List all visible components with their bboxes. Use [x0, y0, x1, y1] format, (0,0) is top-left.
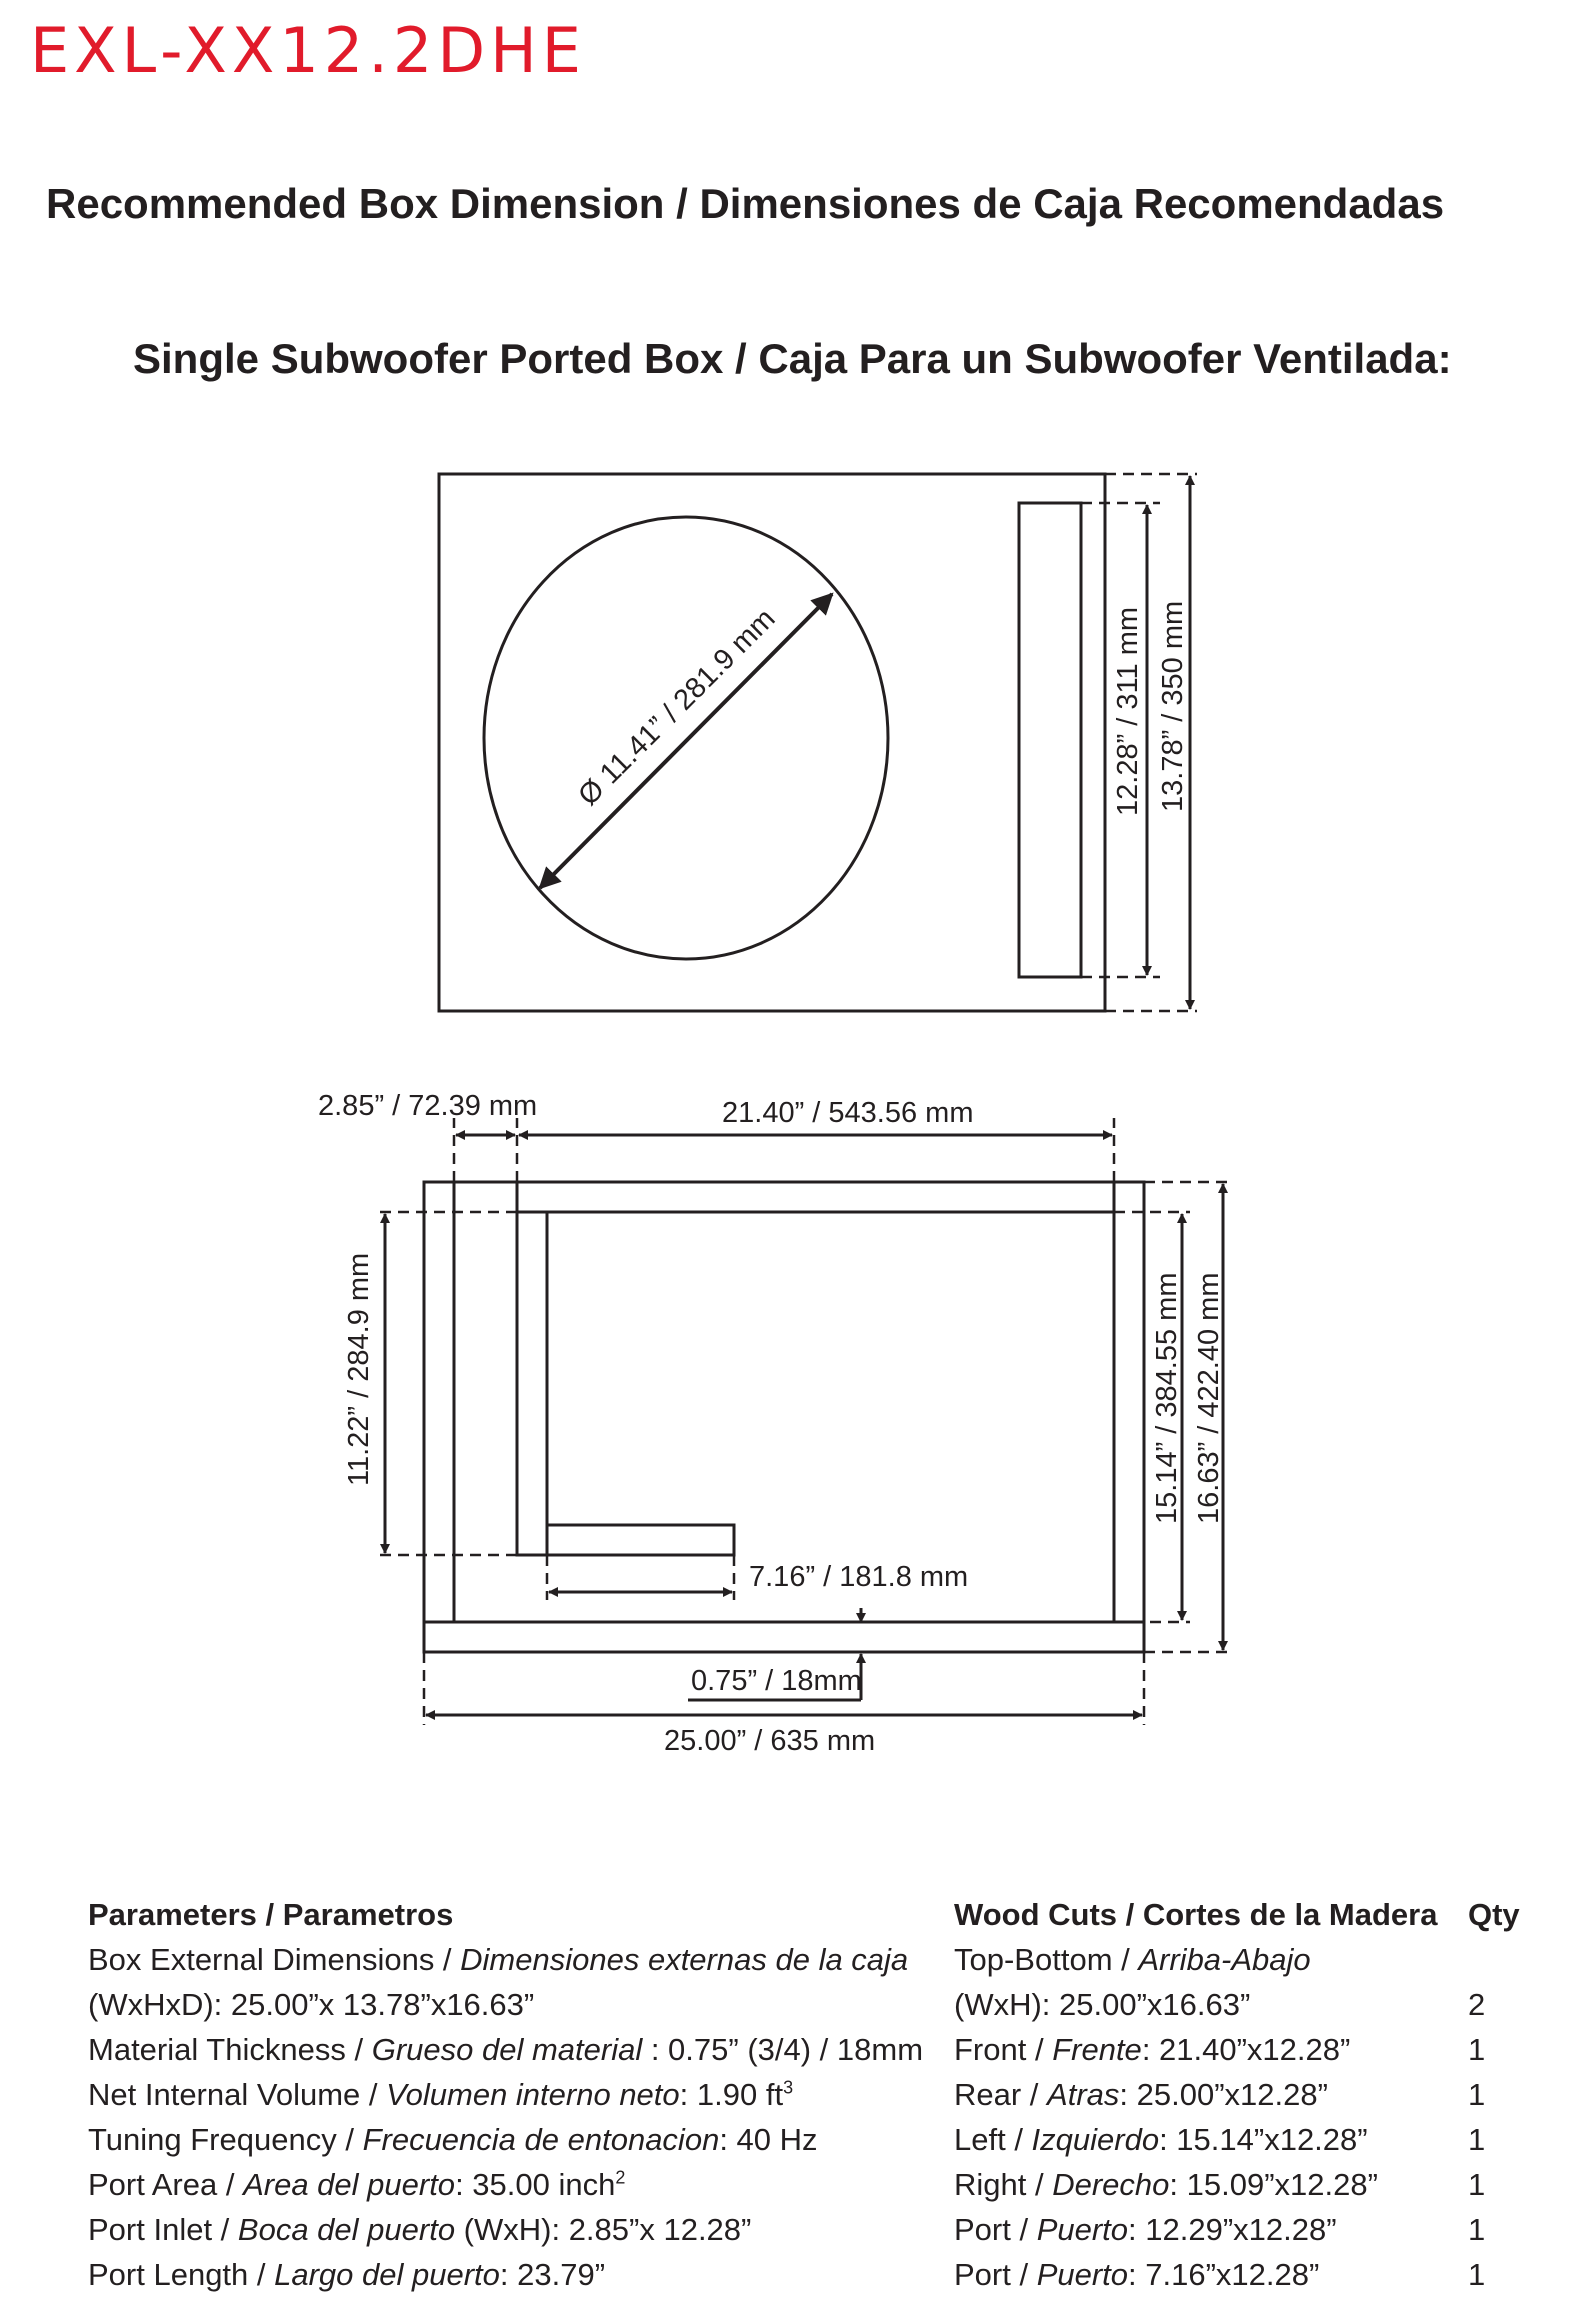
woofer-cutout	[484, 517, 888, 959]
inner-depth-label: 15.14” / 384.55 mm	[1151, 1272, 1183, 1524]
diameter-label: Ø 11.41” / 281.9 mm	[572, 602, 782, 812]
wood-cuts-heading: Wood Cuts / Cortes de la Madera	[954, 1897, 1438, 1932]
model-number: EXL-XX12.2DHE	[30, 14, 586, 87]
cut-row: Rear / Atras: 25.00”x12.28” 1	[954, 2077, 1486, 2112]
param-row: Port Inlet / Boca del puerto (WxH): 2.85”x 12.28”	[88, 2212, 752, 2247]
param-row: Material Thickness / Grueso del material : 0.75” (3/4) / 18mm	[88, 2032, 924, 2067]
port-end-label: 7.16” / 181.8 mm	[749, 1561, 969, 1593]
wood-cuts-table	[954, 1892, 1520, 2297]
front-view	[439, 474, 1197, 1011]
front-width-label: 21.40” / 543.56 mm	[722, 1097, 974, 1129]
parameters-table	[88, 1892, 958, 2297]
thickness-label: 0.75” / 18mm	[691, 1665, 862, 1697]
port-width-label: 2.85” / 72.39 mm	[318, 1090, 538, 1122]
cut-row: Left / Izquierdo: 15.14”x12.28” 1	[954, 2122, 1486, 2157]
cut-row: Port / Puerto: 12.29”x12.28” 1	[954, 2212, 1486, 2247]
port-opening	[1019, 503, 1081, 977]
front-panel	[439, 474, 1105, 1011]
param-row: Box External Dimensions / Dimensiones externas de la caja	[88, 1942, 909, 1977]
qty-heading: Qty	[1468, 1897, 1520, 1932]
wood-cuts-heading-row	[954, 1892, 1520, 1937]
param-row: Port Length / Largo del puerto: 23.79”	[88, 2257, 606, 2292]
outer-width-label: 25.00” / 635 mm	[664, 1725, 876, 1757]
param-row: (WxHxD): 25.00”x 13.78”x16.63”	[88, 1987, 535, 2022]
parameters-heading: Parameters / Parametros	[88, 1897, 454, 1932]
cut-row: Port / Puerto: 7.16”x12.28” 1	[954, 2257, 1486, 2292]
cut-row: (WxH): 25.00”x16.63” 2	[954, 1987, 1486, 2022]
section-title: Single Subwoofer Ported Box / Caja Para un Subwoofer Ventilada:	[133, 335, 1452, 382]
port-end-panel	[547, 1525, 734, 1555]
param-row: Tuning Frequency / Frecuencia de entonacion: 40 Hz	[88, 2122, 818, 2157]
cut-row: Top-Bottom / Arriba-Abajo	[954, 1942, 1311, 1977]
page-title: Recommended Box Dimension / Dimensiones de Caja Recomendadas	[46, 180, 1445, 227]
diameter-arrow	[540, 594, 832, 888]
cut-row: Front / Frente: 21.40”x12.28” 1	[954, 2032, 1486, 2067]
port-height-label: 12.28” / 311 mm	[1112, 606, 1144, 816]
right-panel	[1114, 1182, 1144, 1622]
param-row: Net Internal Volume / Volumen interno neto: 1.90 $ft^3$	[88, 2077, 794, 2112]
left-height-label: 11.22” / 284.9 mm	[343, 1252, 375, 1486]
outer-depth-label: 16.63” / 422.40 mm	[1193, 1272, 1225, 1524]
param-row: Port Area / Area del puerto: 35.00 inch$^2$	[88, 2167, 626, 2202]
cut-row: Right / Derecho: 15.09”x12.28” 1	[954, 2167, 1486, 2202]
front-panel-top	[517, 1182, 1114, 1212]
rear-panel	[424, 1622, 1144, 1652]
box-height-label: 13.78” / 350 mm	[1157, 600, 1189, 812]
port-wall	[517, 1212, 547, 1555]
